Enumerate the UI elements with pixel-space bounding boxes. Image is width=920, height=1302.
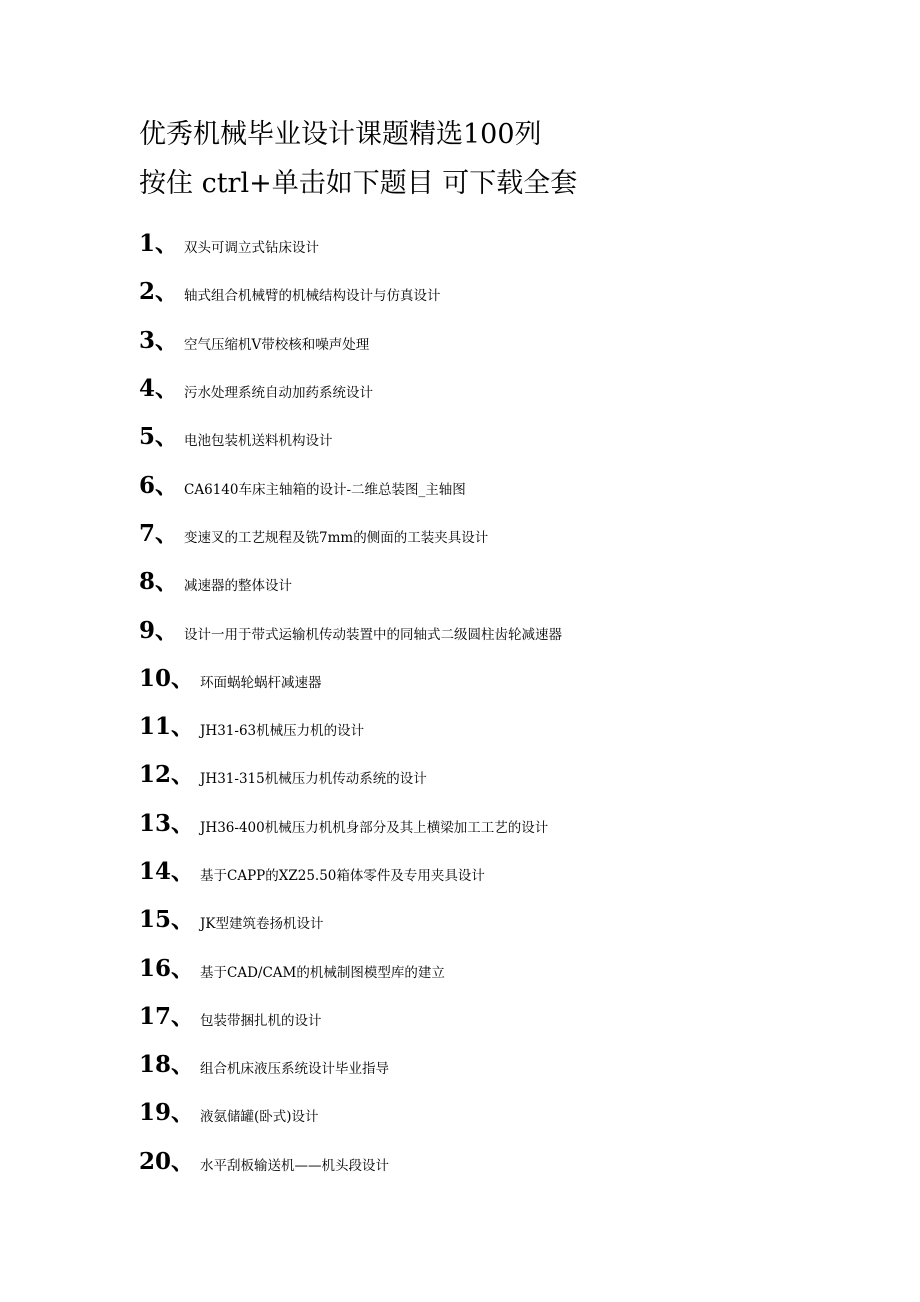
topic-link[interactable]: 基于CAPP的XZ25.50箱体零件及专用夹具设计 (200, 868, 485, 884)
list-item[interactable] (139, 268, 562, 316)
item-number: 13、 (139, 809, 195, 837)
topic-link[interactable]: 减速器的整体设计 (184, 578, 293, 595)
document-instruction: 按住 ctrl+单击如下题目 可下载全套 (139, 168, 578, 199)
topic-link[interactable]: JK型建筑卷扬机设计 (200, 916, 324, 933)
item-number: 12、 (139, 761, 195, 789)
topic-link[interactable]: 轴式组合机械臂的机械结构设计与仿真设计 (184, 288, 441, 305)
item-number: 8、 (139, 568, 179, 596)
list-item[interactable] (139, 1138, 562, 1186)
topic-link[interactable]: CA6140车床主轴箱的设计-二维总装图_主轴图 (184, 481, 466, 498)
item-number: 16、 (139, 954, 195, 982)
topic-link[interactable]: 包装带捆扎机的设计 (200, 1012, 322, 1029)
topic-link[interactable]: 液氨储罐(卧式)设计 (200, 1109, 319, 1126)
item-number: 4、 (139, 375, 179, 403)
topic-link[interactable]: 基于CAD/CAM的机械制图模型库的建立 (200, 964, 445, 981)
item-number: 7、 (139, 519, 179, 547)
list-item[interactable] (139, 800, 562, 848)
document-title: 优秀机械毕业设计课题精选100列 (139, 119, 542, 150)
item-number: 18、 (139, 1051, 195, 1079)
list-item[interactable] (139, 848, 562, 896)
topic-link[interactable]: 双头可调立式钻床设计 (184, 240, 320, 257)
list-item[interactable] (139, 413, 562, 461)
topic-link[interactable]: JH36-400机械压力机机身部分及其上横梁加工工艺的设计 (200, 819, 549, 836)
item-number: 11、 (139, 713, 195, 741)
list-item[interactable] (139, 751, 562, 799)
list-item[interactable] (139, 606, 562, 654)
topic-link[interactable]: 水平刮板输送机——机头段设计 (200, 1157, 390, 1174)
list-item[interactable] (139, 896, 562, 944)
list-item[interactable] (139, 365, 562, 413)
list-item[interactable] (139, 1089, 562, 1137)
list-item[interactable] (139, 317, 562, 365)
list-item[interactable] (139, 220, 562, 268)
topic-link[interactable]: 空气压缩机V带校核和噪声处理 (184, 336, 370, 353)
topic-link[interactable]: JH31-315机械压力机传动系统的设计 (200, 771, 427, 788)
topic-link[interactable]: 组合机床液压系统设计毕业指导 (200, 1061, 390, 1078)
item-number: 10、 (139, 664, 195, 692)
list-item[interactable] (139, 703, 562, 751)
list-item[interactable] (139, 558, 562, 606)
item-number: 15、 (139, 906, 195, 934)
topic-link[interactable]: 设计一用于带式运输机传动装置中的同轴式二级圆柱齿轮减速器 (184, 626, 563, 643)
topic-link[interactable]: JH31-63机械压力机的设计 (200, 723, 365, 740)
item-number: 17、 (139, 1002, 195, 1030)
item-number: 5、 (139, 423, 179, 451)
item-number: 9、 (139, 616, 179, 644)
item-number: 19、 (139, 1099, 195, 1127)
item-number: 2、 (139, 278, 179, 306)
list-item[interactable] (139, 655, 562, 703)
item-number: 14、 (139, 858, 195, 885)
list-item[interactable] (139, 944, 562, 992)
list-item[interactable] (139, 1041, 562, 1089)
list-item[interactable] (139, 993, 562, 1041)
topic-link[interactable]: 环面蜗轮蜗杆减速器 (200, 674, 322, 691)
item-number: 20、 (139, 1147, 195, 1175)
topic-list (139, 220, 562, 1186)
item-number: 3、 (139, 326, 179, 354)
list-item[interactable] (139, 461, 562, 509)
topic-link[interactable]: 变速叉的工艺规程及铣7mm的侧面的工装夹具设计 (184, 529, 489, 546)
topic-link[interactable]: 电池包装机送料机构设计 (184, 433, 333, 450)
item-number: 1、 (139, 230, 179, 258)
list-item[interactable] (139, 510, 562, 558)
item-number: 6、 (139, 471, 179, 499)
topic-link[interactable]: 污水处理系统自动加药系统设计 (184, 385, 374, 402)
